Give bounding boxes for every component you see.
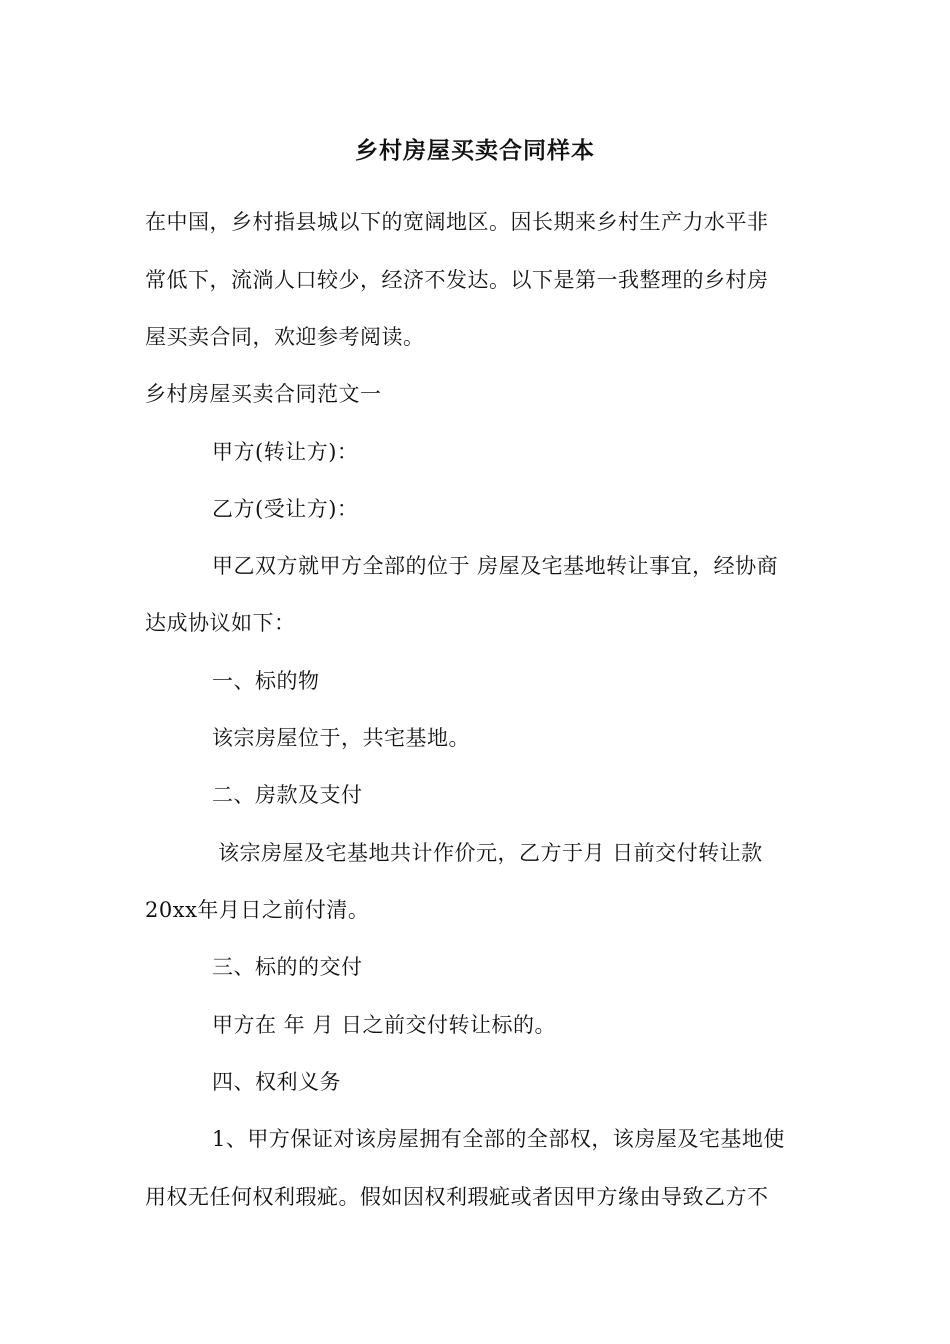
party-b-line: 乙方(受让方)： xyxy=(212,497,359,521)
clause-2-text-2: 20xx年月日之前付清。 xyxy=(145,898,370,922)
clause-3-heading: 三、标的的交付 xyxy=(212,955,363,979)
clause-2-heading: 二、房款及支付 xyxy=(212,783,363,807)
intro-line-1: 在中国，乡村指县城以下的宽阔地区。因长期来乡村生产力水平非 xyxy=(145,210,769,234)
agreement-line-2: 达成协议如下： xyxy=(145,611,296,635)
intro-line-3: 屋买卖合同，欢迎参考阅读。 xyxy=(145,325,425,349)
clause-3-text: 甲方在 年 月 日之前交付转让标的。 xyxy=(212,1013,557,1037)
clause-4-text-1: 1、甲方保证对该房屋拥有全部的全部权，该房屋及宅基地使 xyxy=(212,1127,785,1151)
clause-1-text: 该宗房屋位于，共宅基地。 xyxy=(212,726,470,750)
clause-4-text-2: 用权无任何权利瑕疵。假如因权利瑕疵或者因甲方缘由导致乙方不 xyxy=(145,1185,769,1209)
clause-1-heading: 一、标的物 xyxy=(212,669,320,693)
party-a-line: 甲方(转让方)： xyxy=(212,440,359,464)
section-heading: 乡村房屋买卖合同范文一 xyxy=(145,382,382,406)
clause-4-heading: 四、权利义务 xyxy=(212,1070,341,1094)
intro-line-2: 常低下，流淌人口较少，经济不发达。以下是第一我整理的乡村房 xyxy=(145,268,769,292)
agreement-line-1: 甲乙双方就甲方全部的位于 房屋及宅基地转让事宜，经协商 xyxy=(212,554,779,578)
clause-2-text-1: 该宗房屋及宅基地共计作价元，乙方于月 日前交付转让款 xyxy=(218,841,763,865)
document-title: 乡村房屋买卖合同样本 xyxy=(355,137,595,164)
